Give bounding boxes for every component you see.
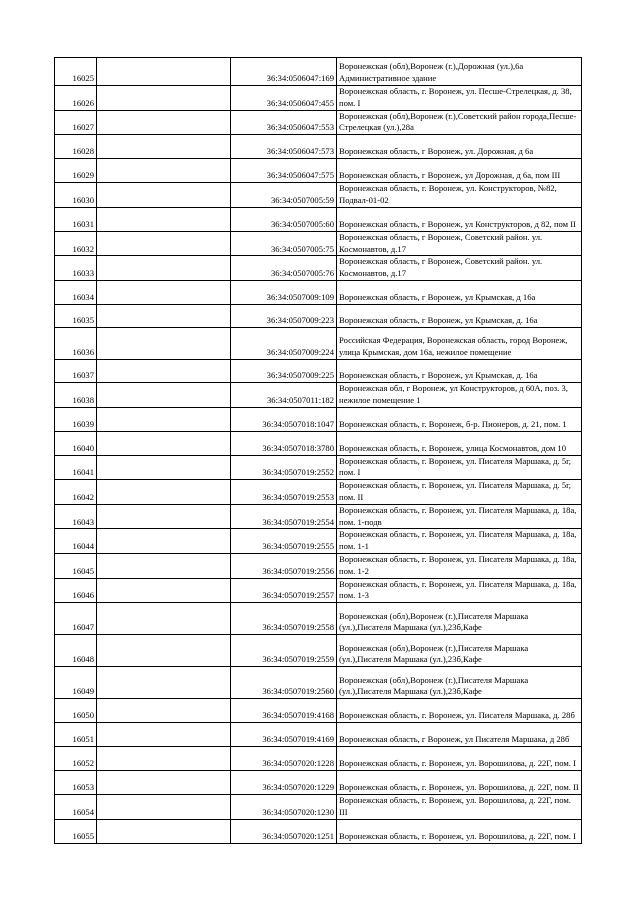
- row-number: 16040: [55, 431, 97, 455]
- address: Воронежская область, г. Воронеж, ул. Писателя Маршака, д. 5г, пом. I: [337, 455, 582, 480]
- cadastral-number: 36:34:0507019:4169: [231, 723, 337, 747]
- empty-cell: [97, 747, 231, 771]
- cadastral-number: 36:34:0506047:575: [231, 159, 337, 183]
- empty-cell: [97, 110, 231, 135]
- table-row: [55, 819, 582, 843]
- table-row: [55, 795, 582, 820]
- empty-cell: [97, 553, 231, 578]
- cadastral-number: 36:34:0507019:2554: [231, 504, 337, 529]
- row-number: 16035: [55, 304, 97, 327]
- cadastral-number: 36:34:0507005:59: [231, 183, 337, 208]
- cadastral-number: 36:34:0507019:4168: [231, 699, 337, 723]
- row-number: 16028: [55, 135, 97, 159]
- row-number: 16034: [55, 280, 97, 304]
- row-number: 16053: [55, 771, 97, 795]
- address: Воронежская область, г Воронеж, ул Крымская, д 16а: [337, 280, 582, 304]
- empty-cell: [97, 231, 231, 256]
- table-row: [55, 603, 582, 635]
- address: Воронежская область, г. Воронеж, ул. Писателя Маршака, д. 18а, пом. 1-3: [337, 578, 582, 603]
- cadastral-number: 36:34:0507019:2560: [231, 667, 337, 699]
- table-row: [55, 529, 582, 554]
- row-number: 16054: [55, 795, 97, 820]
- cadastral-number: 36:34:0507019:2556: [231, 553, 337, 578]
- table-row: [55, 553, 582, 578]
- empty-cell: [97, 723, 231, 747]
- registry-table: [54, 57, 582, 844]
- row-number: 16025: [55, 58, 97, 86]
- address: Воронежская (обл),Воронеж (г.),Писателя Маршака (ул.),Писателя Маршака (ул.),23б,Кафе: [337, 635, 582, 667]
- registry-table-body: [55, 58, 582, 844]
- address: Воронежская область, г Воронеж, ул Конструкторов, д 82, пом II: [337, 207, 582, 231]
- address: Воронежская область, г. Воронеж, ул. Ворошилова, д. 22Г, пом. I: [337, 819, 582, 843]
- table-row: [55, 431, 582, 455]
- row-number: 16049: [55, 667, 97, 699]
- row-number: 16046: [55, 578, 97, 603]
- row-number: 16047: [55, 603, 97, 635]
- row-number: 16038: [55, 382, 97, 407]
- address: Воронежская область, г. Воронеж, улица Космонавтов, дом 10: [337, 431, 582, 455]
- row-number: 16030: [55, 183, 97, 208]
- address: Воронежская область, г. Воронеж, ул. Ворошилова, д. 22Г, пом. III: [337, 795, 582, 820]
- empty-cell: [97, 359, 231, 382]
- empty-cell: [97, 183, 231, 208]
- table-row: [55, 280, 582, 304]
- row-number: 16037: [55, 359, 97, 382]
- row-number: 16031: [55, 207, 97, 231]
- cadastral-number: 36:34:0507019:2559: [231, 635, 337, 667]
- empty-cell: [97, 86, 231, 111]
- row-number: 16055: [55, 819, 97, 843]
- table-row: [55, 86, 582, 111]
- table-row: [55, 382, 582, 407]
- table-row: [55, 407, 582, 431]
- cadastral-number: 36:34:0507009:109: [231, 280, 337, 304]
- address: Воронежская область, г. Воронеж, ул. Писателя Маршака, д. 18а, пом. 1-подв: [337, 504, 582, 529]
- address: Воронежская область, г. Воронеж, ул. Ворошилова, д. 22Г, пом. I: [337, 747, 582, 771]
- row-number: 16048: [55, 635, 97, 667]
- row-number: 16041: [55, 455, 97, 480]
- address: Воронежская (обл),Воронеж (г.),Писателя Маршака (ул.),Писателя Маршака (ул.),23б,Кафе: [337, 667, 582, 699]
- cadastral-number: 36:34:0507009:223: [231, 304, 337, 327]
- empty-cell: [97, 431, 231, 455]
- cadastral-number: 36:34:0507020:1251: [231, 819, 337, 843]
- cadastral-number: 36:34:0506047:553: [231, 110, 337, 135]
- empty-cell: [97, 578, 231, 603]
- empty-cell: [97, 480, 231, 505]
- address: Воронежская (обл),Воронеж (г.),Советский район города,Песше-Стрелецкая (ул.),28а: [337, 110, 582, 135]
- table-row: [55, 723, 582, 747]
- address: Воронежская область, г Воронеж, Советский район. ул. Космонавтов, д.17: [337, 256, 582, 281]
- address: Воронежская область, г. Воронеж, ул. Конструкторов, №82, Подвал-01-02: [337, 183, 582, 208]
- empty-cell: [97, 635, 231, 667]
- row-number: 16042: [55, 480, 97, 505]
- row-number: 16026: [55, 86, 97, 111]
- cadastral-number: 36:34:0507005:75: [231, 231, 337, 256]
- address: Воронежская область, г. Воронеж, б-р. Пионеров, д. 21, пом. 1: [337, 407, 582, 431]
- empty-cell: [97, 280, 231, 304]
- address: Воронежская область, г Воронеж, ул Крымская, д. 16а: [337, 359, 582, 382]
- address: Воронежская область, г Воронеж, Советский район. ул. Космонавтов, д.17: [337, 231, 582, 256]
- table-row: [55, 635, 582, 667]
- empty-cell: [97, 603, 231, 635]
- row-number: 16050: [55, 699, 97, 723]
- address: Воронежская обл, г Воронеж, ул Конструкторов, д 60А, поз. 3, нежилое помещение 1: [337, 382, 582, 407]
- table-row: [55, 110, 582, 135]
- address: Воронежская область, г. Воронеж, ул. Писателя Маршака, д. 28б: [337, 699, 582, 723]
- row-number: 16045: [55, 553, 97, 578]
- row-number: 16032: [55, 231, 97, 256]
- row-number: 16029: [55, 159, 97, 183]
- cadastral-number: 36:34:0507005:60: [231, 207, 337, 231]
- address: Воронежская область, г. Воронеж, ул. Писателя Маршака, д. 18а, пом. 1-1: [337, 529, 582, 554]
- cadastral-number: 36:34:0507019:2555: [231, 529, 337, 554]
- empty-cell: [97, 699, 231, 723]
- table-row: [55, 455, 582, 480]
- table-row: [55, 135, 582, 159]
- row-number: 16044: [55, 529, 97, 554]
- table-row: [55, 207, 582, 231]
- address: Воронежская область, г. Воронеж, ул. Писателя Маршака, д. 18а, пом. 1-2: [337, 553, 582, 578]
- cadastral-number: 36:34:0507009:225: [231, 359, 337, 382]
- row-number: 16051: [55, 723, 97, 747]
- empty-cell: [97, 407, 231, 431]
- empty-cell: [97, 159, 231, 183]
- cadastral-number: 36:34:0506047:455: [231, 86, 337, 111]
- empty-cell: [97, 504, 231, 529]
- empty-cell: [97, 382, 231, 407]
- cadastral-number: 36:34:0507005:76: [231, 256, 337, 281]
- row-number: 16033: [55, 256, 97, 281]
- cadastral-number: 36:34:0507019:2558: [231, 603, 337, 635]
- row-number: 16036: [55, 327, 97, 359]
- row-number: 16043: [55, 504, 97, 529]
- cadastral-number: 36:34:0507018:3780: [231, 431, 337, 455]
- empty-cell: [97, 667, 231, 699]
- table-row: [55, 327, 582, 359]
- table-row: [55, 159, 582, 183]
- row-number: 16052: [55, 747, 97, 771]
- empty-cell: [97, 771, 231, 795]
- address: Воронежская область, г. Воронеж, ул. Песше-Стрелецкая, д. 38, пом. I: [337, 86, 582, 111]
- address: Воронежская область, г Воронеж, ул Крымская, д. 16а: [337, 304, 582, 327]
- table-row: [55, 578, 582, 603]
- address: Воронежская область, г Воронеж, ул. Дорожная, д 6а: [337, 135, 582, 159]
- empty-cell: [97, 327, 231, 359]
- cadastral-number: 36:34:0507019:2552: [231, 455, 337, 480]
- address: Воронежская область, г Воронеж, ул Писателя Маршака, д 28б: [337, 723, 582, 747]
- empty-cell: [97, 795, 231, 820]
- table-row: [55, 304, 582, 327]
- table-row: [55, 504, 582, 529]
- cadastral-number: 36:34:0507020:1228: [231, 747, 337, 771]
- address: Воронежская (обл),Воронеж (г.),Писателя Маршака (ул.),Писателя Маршака (ул.),23б,Кафе: [337, 603, 582, 635]
- table-row: [55, 771, 582, 795]
- address: Воронежская (обл),Воронеж (г.),Дорожная (ул.),6а Административное здание: [337, 58, 582, 86]
- cadastral-number: 36:34:0506047:573: [231, 135, 337, 159]
- cadastral-number: 36:34:0507019:2557: [231, 578, 337, 603]
- cadastral-number: 36:34:0507020:1230: [231, 795, 337, 820]
- cadastral-number: 36:34:0507019:2553: [231, 480, 337, 505]
- table-row: [55, 58, 582, 86]
- empty-cell: [97, 455, 231, 480]
- table-row: [55, 256, 582, 281]
- table-row: [55, 747, 582, 771]
- address: Воронежская область, г. Воронеж, ул. Писателя Маршака, д. 5г, пом. II: [337, 480, 582, 505]
- empty-cell: [97, 256, 231, 281]
- table-row: [55, 480, 582, 505]
- cadastral-number: 36:34:0506047:169: [231, 58, 337, 86]
- table-row: [55, 667, 582, 699]
- table-row: [55, 699, 582, 723]
- table-row: [55, 231, 582, 256]
- table-row: [55, 183, 582, 208]
- cadastral-number: 36:34:0507009:224: [231, 327, 337, 359]
- empty-cell: [97, 304, 231, 327]
- cadastral-number: 36:34:0507020:1229: [231, 771, 337, 795]
- empty-cell: [97, 58, 231, 86]
- row-number: 16039: [55, 407, 97, 431]
- table-row: [55, 359, 582, 382]
- empty-cell: [97, 207, 231, 231]
- address: Российская Федерация, Воронежская область, город Воронеж, улица Крымская, дом 16а, нежилое помещение: [337, 327, 582, 359]
- row-number: 16027: [55, 110, 97, 135]
- address: Воронежская область, г. Воронеж, ул. Ворошилова, д. 22Г, пом. II: [337, 771, 582, 795]
- empty-cell: [97, 819, 231, 843]
- empty-cell: [97, 135, 231, 159]
- address: Воронежская область, г Воронеж, ул Дорожная, д 6а, пом III: [337, 159, 582, 183]
- empty-cell: [97, 529, 231, 554]
- cadastral-number: 36:34:0507018:1047: [231, 407, 337, 431]
- cadastral-number: 36:34:0507011:182: [231, 382, 337, 407]
